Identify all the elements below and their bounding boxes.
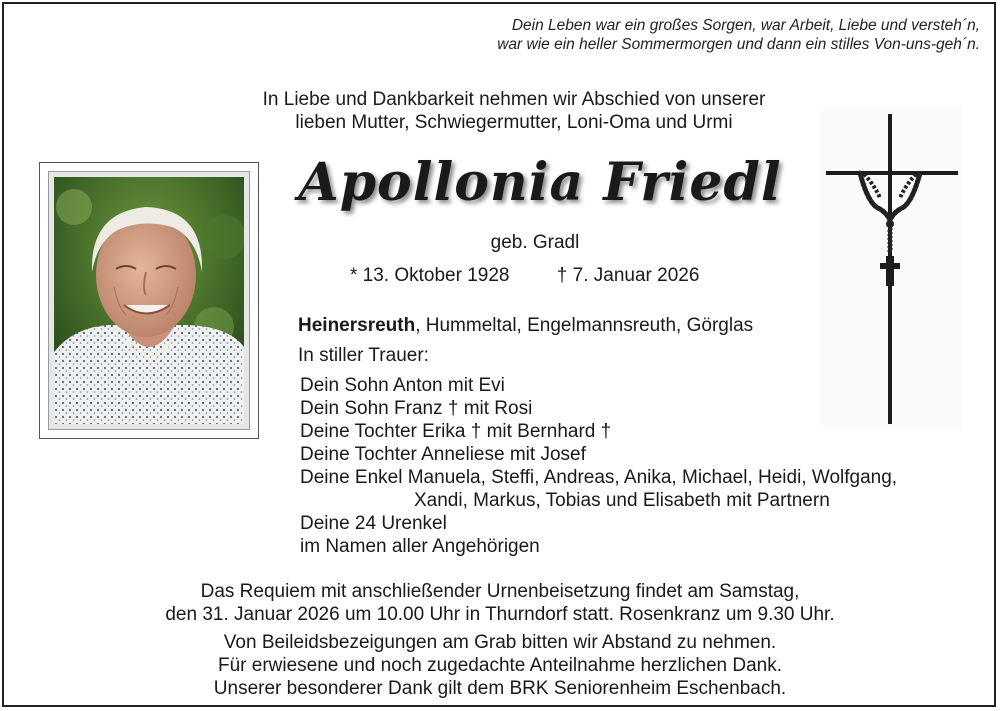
life-dates	[350, 265, 699, 287]
mourner-line: Deine Tochter Anneliese mit Josef	[300, 444, 586, 465]
place-others: , Hummeltal, Engelmannsreuth, Görglas	[415, 315, 754, 336]
portrait-photo	[54, 177, 244, 424]
death-date: † 7. Januar 2026	[556, 265, 700, 286]
thanks-line-3: Unserer besonderer Dank gilt dem BRK Seniorenheim Eschenbach.	[213, 678, 787, 699]
mourner-line: Deine Enkel Manuela, Steffi, Andreas, Anika, Michael, Heidi, Wolfgang,	[300, 467, 898, 488]
intro-line-1: In Liebe und Dankbarkeit nehmen wir Abschied von unserer	[262, 89, 766, 110]
thanks-text	[100, 631, 900, 700]
mourner-line: Deine 24 Urenkel	[300, 513, 447, 534]
mourner-line: Dein Sohn Anton mit Evi	[300, 375, 505, 396]
places-line	[298, 315, 753, 337]
mourner-line: Xandi, Markus, Tobias und Elisabeth mit Partnern	[414, 490, 830, 511]
requiem-line-1: Das Requiem mit anschließender Urnenbeisetzung findet am Samstag,	[200, 581, 800, 602]
mourner-line: im Namen aller Angehörigen	[300, 536, 540, 557]
place-main: Heinersreuth	[298, 315, 416, 336]
mourners-list	[300, 374, 897, 558]
requiem-info	[100, 580, 900, 626]
birth-date: * 13. Oktober 1928	[350, 265, 510, 286]
portrait-frame	[39, 162, 259, 439]
intro-text	[180, 88, 848, 134]
birth-name: geb. Gradl	[490, 232, 580, 253]
thanks-line-1: Von Beileidsbezeigungen am Grab bitten wir Abstand zu nehmen.	[223, 632, 777, 653]
motto-poem	[497, 16, 980, 54]
intro-line-2: lieben Mutter, Schwiegermutter, Loni-Oma und Urmi	[295, 112, 733, 133]
mourning-label: In stiller Trauer:	[298, 345, 429, 366]
requiem-line-2: den 31. Januar 2026 um 10.00 Uhr in Thurndorf statt. Rosenkranz um 9.30 Uhr.	[165, 604, 835, 625]
portrait-mat	[48, 171, 250, 430]
deceased-name: Apollonia Friedl	[298, 152, 782, 213]
motto-line-2: war wie ein heller Sommermorgen und dann ein stilles Von-uns-geh´n.	[497, 36, 980, 53]
mourner-line: Dein Sohn Franz † mit Rosi	[300, 398, 533, 419]
motto-line-1: Dein Leben war ein großes Sorgen, war Arbeit, Liebe und versteh´n,	[511, 17, 980, 34]
mourner-line: Deine Tochter Erika † mit Bernhard †	[300, 421, 612, 442]
thanks-line-2: Für erwiesene und noch zugedachte Anteilnahme herzlichen Dank.	[217, 655, 783, 676]
